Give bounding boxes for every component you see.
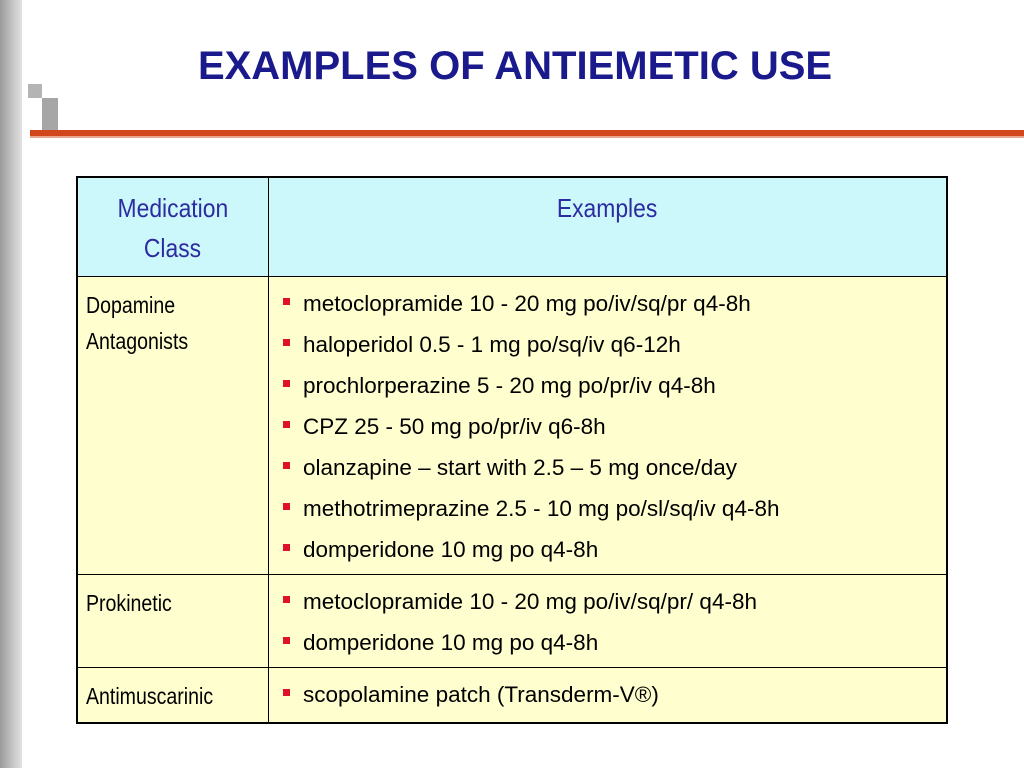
example-text: domperidone 10 mg po q4-8h — [303, 630, 599, 655]
examples-cell-prokinetic — [269, 575, 948, 668]
header-medication-class-line2: Class — [144, 233, 202, 263]
list-item — [281, 447, 938, 488]
list-item — [281, 622, 938, 663]
list-item — [281, 529, 938, 570]
example-text: haloperidol 0.5 - 1 mg po/sq/iv q6-12h — [303, 332, 681, 357]
table-row — [77, 668, 947, 724]
list-item — [281, 406, 938, 447]
example-text: CPZ 25 - 50 mg po/pr/iv q6-8h — [303, 414, 606, 439]
list-item — [281, 324, 938, 365]
header-examples-label: Examples — [557, 193, 658, 223]
decorative-block — [42, 98, 58, 130]
red-square-bullet-icon — [283, 462, 290, 469]
header-medication-class — [77, 177, 269, 277]
list-item — [281, 283, 938, 324]
class-label-line1: Prokinetic — [86, 590, 172, 616]
slide-title: EXAMPLES OF ANTIEMETIC USE — [197, 44, 833, 88]
red-square-bullet-icon — [283, 339, 290, 346]
example-text: domperidone 10 mg po q4-8h — [303, 537, 599, 562]
antiemetic-table — [76, 176, 948, 724]
header-medication-class-line1: Medication — [117, 193, 229, 223]
example-text: olanzapine – start with 2.5 – 5 mg once/day — [303, 455, 738, 480]
class-label-line2: Antagonists — [86, 328, 189, 354]
examples-cell-dopamine-antagonists — [269, 277, 948, 575]
red-square-bullet-icon — [283, 380, 290, 387]
class-cell-prokinetic — [77, 575, 269, 668]
red-square-bullet-icon — [283, 421, 290, 428]
header-examples — [269, 177, 948, 277]
class-label-line1: Dopamine — [86, 292, 176, 318]
list-item — [281, 581, 938, 622]
table-row — [77, 575, 947, 668]
list-item — [281, 488, 938, 529]
red-square-bullet-icon — [283, 596, 290, 603]
red-square-bullet-icon — [283, 689, 290, 696]
table-row — [77, 277, 947, 575]
example-text: metoclopramide 10 - 20 mg po/iv/sq/pr/ q4-8h — [303, 589, 757, 614]
table-header-row — [77, 177, 947, 277]
example-text: scopolamine patch (Transderm-V®) — [303, 682, 659, 707]
red-square-bullet-icon — [283, 503, 290, 510]
red-square-bullet-icon — [283, 544, 290, 551]
list-item — [281, 365, 938, 406]
decorative-square — [28, 84, 42, 98]
examples-cell-antimuscarinic — [269, 668, 948, 724]
example-text: prochlorperazine 5 - 20 mg po/pr/iv q4-8h — [303, 373, 716, 398]
class-cell-antimuscarinic — [77, 668, 269, 724]
example-text: methotrimeprazine 2.5 - 10 mg po/sl/sq/iv q4-8h — [303, 496, 780, 521]
red-square-bullet-icon — [283, 298, 290, 305]
left-decorative-strip — [0, 0, 22, 768]
example-text: metoclopramide 10 - 20 mg po/iv/sq/pr q4-8h — [303, 291, 751, 316]
title-underline-shadow — [30, 136, 1024, 138]
class-cell-dopamine-antagonists — [77, 277, 269, 575]
list-item — [281, 674, 938, 715]
class-label-line1: Antimuscarinic — [86, 683, 214, 709]
red-square-bullet-icon — [283, 637, 290, 644]
